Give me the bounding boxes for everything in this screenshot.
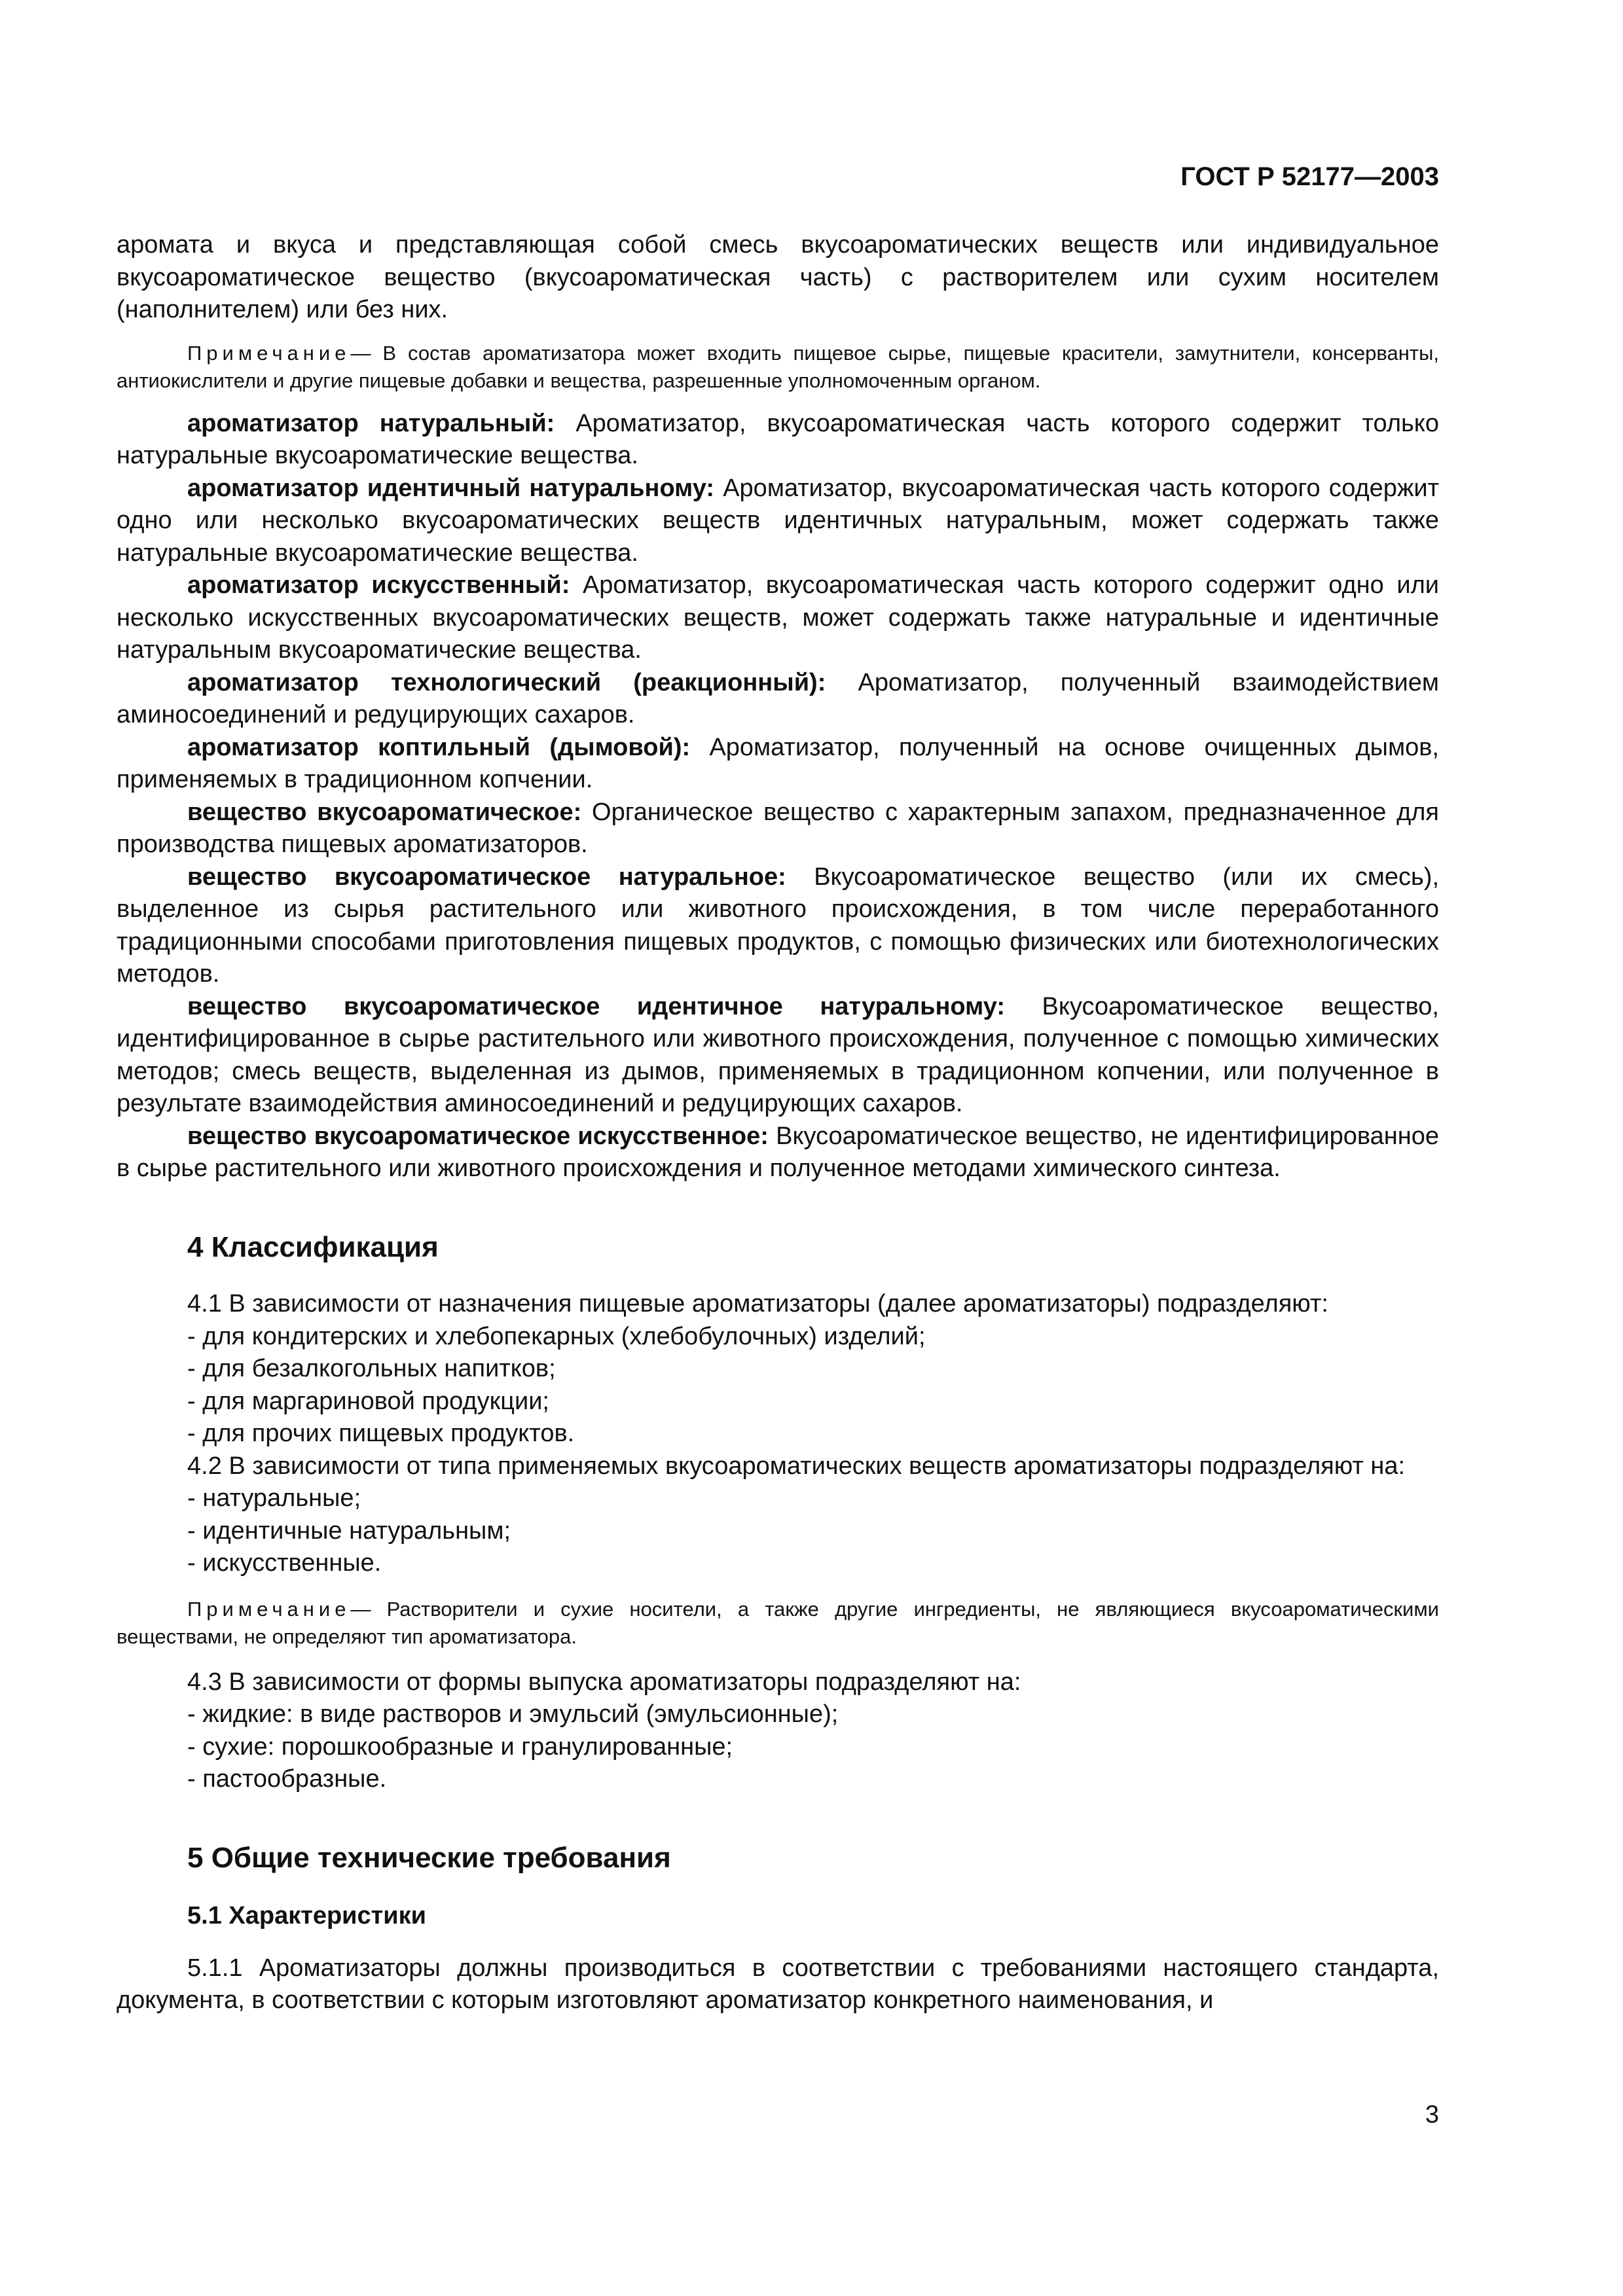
note-1-text: — В состав ароматизатора может входить пищевое сырье, пищевые красители, замутнители, консерванты, антиокислители и другие пищевые добавки и вещества, разрешенные уполномоченным органом. (117, 341, 1439, 392)
list-item: - жидкие: в виде растворов и эмульсий (эмульсионные); (187, 1700, 839, 1728)
definition-text: Вкусоароматическое вещество, не идентифицированное в сырье растительного или животного происхождения и полученное методами химического синтеза. (117, 1122, 1440, 1182)
definition-text: Ароматизатор, полученный на основе очищенных дымов, применяемых в традиционном копчении. (117, 733, 1439, 793)
list-item: - искусственные. (187, 1549, 382, 1577)
page-number: 3 (1425, 2101, 1439, 2128)
definition-term: ароматизатор искусственный: (187, 571, 570, 599)
list-item: - для маргариновой продукции; (187, 1387, 549, 1415)
clause-4-3: 4.3 В зависимости от формы выпуска ароматизаторы подразделяют на: (187, 1668, 1021, 1696)
list-item: - для кондитерских и хлебопекарных (хлебобулочных) изделий; (187, 1322, 926, 1350)
section-5-heading: 5 Общие технические требования (187, 1841, 671, 1874)
clause-5-1-1: 5.1.1 Ароматизаторы должны производиться в соответствии с требованиями настоящего стандарта, документа, в соответствии с которым изготовляют ароматизатор конкретного наименования, и (117, 1954, 1439, 2014)
definition-text: Вкусоароматическое вещество, идентифицированное в сырье растительного или животного происхождения, полученное с помощью химических методов; смесь веществ, выделенная из дымов, применяемых в традиционном копчении, или полученное в результате взаимодействия аминосоединений и редуцирующих сахаров. (117, 992, 1439, 1117)
section-4-heading: 4 Классификация (187, 1230, 439, 1263)
list-item: - для прочих пищевых продуктов. (187, 1420, 575, 1447)
definition (117, 1121, 1439, 1185)
note-1-label: Примечание (187, 341, 351, 365)
list-item: - идентичные натуральным; (187, 1516, 511, 1545)
note-2-text: — Растворители и сухие носители, а также другие ингредиенты, не являющиеся вкусоароматическими веществами, не определяют тип ароматизатора. (117, 1597, 1439, 1648)
definition-term: вещество вкусоароматическое: (187, 798, 582, 826)
definition-term: вещество вкусоароматическое натуральное: (187, 863, 786, 891)
note-2-label: Примечание (187, 1597, 351, 1621)
list-item: - пастообразные. (187, 1765, 387, 1793)
definition-term: вещество вкусоароматическое искусственное: (187, 1122, 769, 1150)
clause-4-1: 4.1 В зависимости от назначения пищевые ароматизаторы (далее ароматизаторы) подразделяют: (187, 1290, 1328, 1318)
list-item: - сухие: порошкообразные и гранулированные; (187, 1732, 733, 1761)
note-2 (117, 1596, 1439, 1651)
definitions-list (117, 408, 1439, 1185)
definition-text: Ароматизатор, вкусоароматическая часть которого содержит одно или несколько вкусоароматических веществ идентичных натуральным, может содержать также натуральные вкусоароматические вещества. (117, 474, 1439, 567)
definition (117, 667, 1439, 732)
definition (117, 732, 1439, 797)
list-item: - натуральные; (187, 1484, 361, 1512)
definition-text: Ароматизатор, вкусоароматическая часть которого содержит одно или несколько искусственных вкусоароматических веществ, может содержать также натуральные и идентичные натуральным вкусоароматические вещества. (117, 571, 1440, 664)
document-number: ГОСТ Р 52177—2003 (1180, 162, 1439, 191)
subsection-5-1-heading: 5.1 Характеристики (187, 1902, 427, 1929)
definition-term: ароматизатор натуральный: (187, 409, 555, 437)
definition (117, 569, 1439, 667)
definition-term: ароматизатор коптильный (дымовой): (187, 733, 691, 761)
definition-term: вещество вкусоароматическое идентичное натуральному: (187, 992, 1005, 1020)
definition-text: Ароматизатор, полученный взаимодействием аминосоединений и редуцирующих сахаров. (117, 668, 1439, 728)
definition-term: ароматизатор идентичный натуральному: (187, 474, 715, 502)
definition (117, 408, 1439, 473)
clause-4-2: 4.2 В зависимости от типа применяемых вкусоароматических веществ ароматизаторы подразделяют на: (187, 1452, 1406, 1480)
page-body (117, 229, 1439, 2017)
definition (117, 861, 1439, 991)
definition-term: ароматизатор технологический (реакционный): (187, 668, 826, 696)
definition-text: Вкусоароматическое вещество (или их смесь), выделенное из сырья растительного или животного происхождения, в том числе переработанного традиционными способами приготовления пищевых продуктов, с помощью физических или биотехнологических методов. (117, 863, 1440, 988)
definition-text: Ароматизатор, вкусоароматическая часть которого содержит только натуральные вкусоароматические вещества. (117, 409, 1439, 469)
definition (117, 991, 1439, 1121)
note-1 (117, 340, 1439, 395)
intro-paragraph: аромата и вкуса и представляющая собой смесь вкусоароматических веществ или индивидуальное вкусоароматическое вещество (вкусоароматическая часть) с растворителем или сухим носителем (наполнителем) или без них. (117, 231, 1439, 323)
list-item: - для безалкогольных напитков; (187, 1355, 556, 1382)
definition (117, 473, 1439, 570)
definition-text: Органическое вещество с характерным запахом, предназначенное для производства пищевых ароматизаторов. (117, 798, 1439, 858)
definition (117, 797, 1439, 861)
